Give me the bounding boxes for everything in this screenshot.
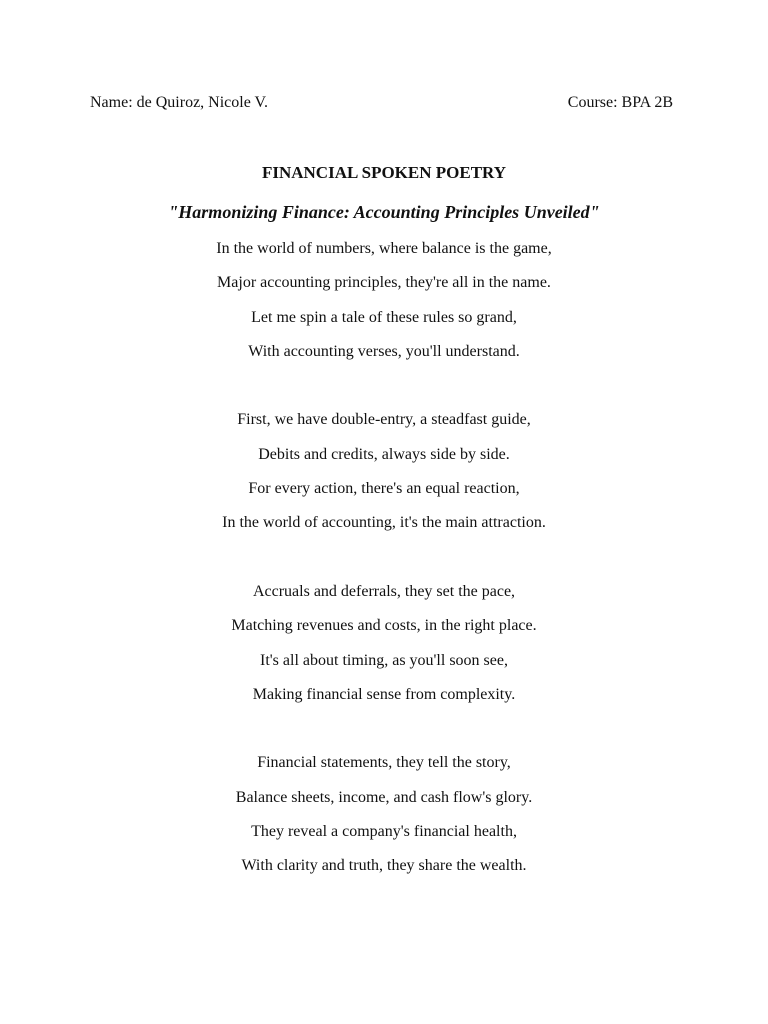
stanza	[0, 407, 768, 544]
poem-line: Matching revenues and costs, in the right place.	[231, 617, 537, 635]
poem-line: Debits and credits, always side by side.	[258, 445, 510, 463]
poem-line: Making financial sense from complexity.	[252, 685, 516, 703]
course-label: Course: BPA 2B	[567, 94, 673, 111]
poem-line: They reveal a company's financial health,	[251, 823, 517, 841]
poem-subtitle: "Harmonizing Finance: Accounting Principles Unveiled"	[168, 202, 600, 222]
poem-line: Financial statements, they tell the story,	[257, 754, 511, 772]
poem-line: In the world of numbers, where balance is the game,	[216, 240, 552, 257]
header-row	[90, 92, 673, 114]
stanza	[0, 579, 768, 716]
stanza	[0, 750, 768, 887]
poem-line: Let me spin a tale of these rules so grand,	[251, 308, 517, 326]
poem-line: In the world of accounting, it's the main attraction.	[222, 514, 546, 532]
stanza	[0, 236, 768, 373]
poem-line: Balance sheets, income, and cash flow's glory.	[235, 788, 533, 806]
poem-line: It's all about timing, as you'll soon see,	[260, 651, 508, 669]
poem-line: Major accounting principles, they're all in the name.	[217, 274, 551, 292]
poem-line: First, we have double-entry, a steadfast guide,	[237, 411, 531, 429]
poem-body	[0, 236, 768, 922]
poem-line: For every action, there's an equal reaction,	[248, 480, 520, 498]
poem-line: Accruals and deferrals, they set the pace,	[252, 582, 516, 600]
student-name: Name: de Quiroz, Nicole V.	[90, 94, 269, 111]
poem-line: With accounting verses, you'll understand.	[248, 342, 520, 360]
document-title: FINANCIAL SPOKEN POETRY	[261, 163, 507, 182]
poem-line: With clarity and truth, they share the wealth.	[241, 857, 527, 875]
